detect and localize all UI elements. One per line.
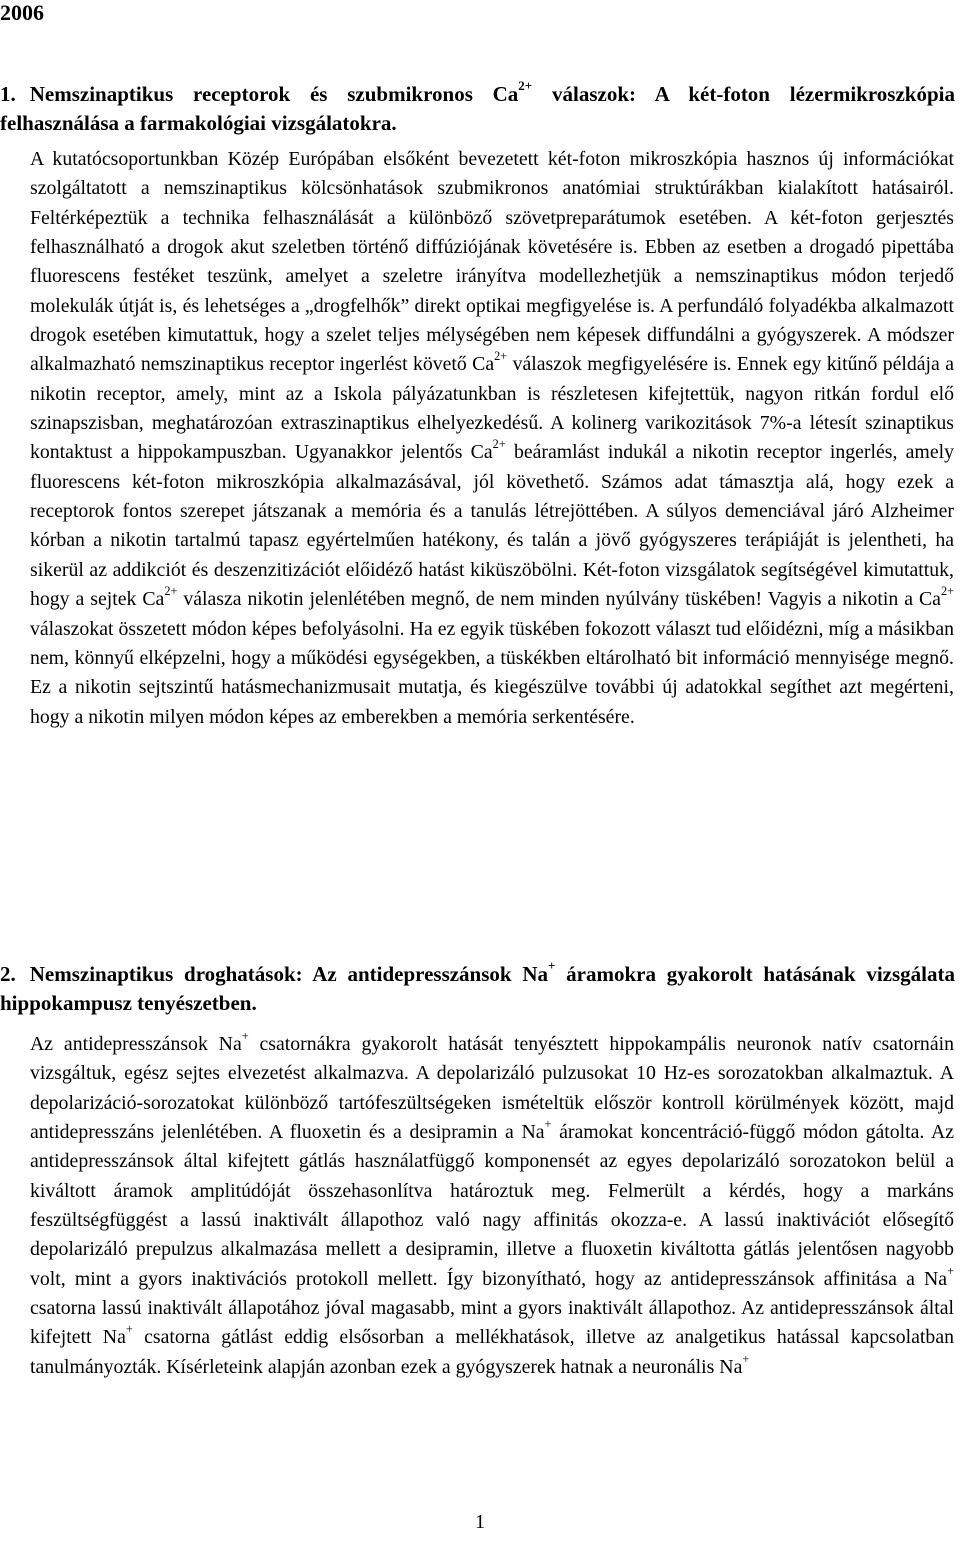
section-2-paragraph [30, 1030, 954, 1382]
section-2-heading [0, 960, 955, 1018]
section-1-title-part-b: válaszok: A két-foton lézermikroszkópia felhasználása a farmakológiai vizsgálatokra. [0, 82, 955, 135]
page-number: 1 [475, 1511, 485, 1533]
section-2-title-part-b: áramokra gyakorolt hatásának vizsgálata hippokampusz tenyészetben. [0, 962, 955, 1015]
section-1-title-superscript: 2+ [518, 78, 533, 94]
superscript: + [125, 1322, 133, 1337]
superscript: + [742, 1351, 750, 1366]
superscript: 2+ [164, 584, 178, 599]
section-1-paragraph [30, 145, 954, 732]
section-2-number: 2. [0, 962, 16, 986]
text-run: válasza nikotin jelenlétében megnő, de nem minden nyúlvány tüskében! Vagyis a nikotin a Ca [177, 588, 941, 611]
text-run: Az antidepresszánsok Na [30, 1033, 242, 1055]
superscript: + [947, 1263, 954, 1278]
section-1-number: 1. [0, 82, 16, 106]
superscript: + [241, 1028, 249, 1043]
superscript: 2+ [492, 437, 506, 452]
section-2-title-part-a: Nemszinaptikus droghatások: Az antidepresszánsok Na [29, 962, 548, 986]
text-run: válaszokat összetett módon képes befolyásolni. Ha ez egyik tüskében fokozott választ tud előidézni, míg a másikban nem, könnyű elképzelni, hogy a működési egységekben, a tüskékben eltárolható bit információ mennyisége megnő. Ez a nikotin sejtszintű hatásmechanizmusait mutatja, és kiegészülve további új adatokkal segíthet azt megérteni, hogy a nikotin milyen módon képes az emberekben a memória serkentésére. [30, 617, 954, 728]
section-1-heading [0, 80, 955, 138]
text-run: áramokat koncentráció-függő módon gátolta. Az antidepresszánsok által kifejtett gátlás használatfüggő komponensét az egyes depolarizáló sorozatokon belül a kiváltott áramok amplitúdóját összehasonlítva határoztuk meg. Felmerült a kérdés, hogy a markáns feszültségfüggést a lassú inaktivált állapothoz való nagy affinitás okozza-e. A lassú inaktivációt elősegítő depolarizáló prepulzus alkalmazása mellett a desipramin, illetve a fluoxetin kiváltotta gátlás jelentősen nagyobb volt, mint a gyors inaktivációs protokoll mellett. Így bizonyítható, hogy az antidepresszánsok affinitása a Na [30, 1121, 955, 1290]
section-2-title-superscript: + [548, 958, 556, 974]
document-year: 2006 [0, 0, 44, 25]
text-run: csatornákra gyakorolt hatását tenyésztett hippokampális neuronok natív csatornáin vizsgáltuk, egész sejtes elvezetést alkalmazva. A depolarizáló pulzusokat 10 Hz-es sorozatokban alkalmaztuk. A depolarizáció-sorozatokat különböző tartófeszültségeken ismételtük először kontroll körülmények között, majd antidepresszáns jelenlétében. A fluoxetin és a desipramin a Na [30, 1033, 954, 1144]
superscript: + [544, 1116, 552, 1131]
section-1-title-part-a: Nemszinaptikus receptorok és szubmikronos Ca [29, 82, 519, 106]
text-run: A kutatócsoportunkban Közép Európában elsőként bevezetett két-foton mikroszkópia hasznos új információkat szolgáltatott a nemszinaptikus kölcsönhatások szubmikronos anatómiai struktúrákban kialakított hatásairól. Feltérképeztük a technika felhasználását a különböző szövetpreparátumok esetében. A két-foton gerjesztés felhasználható a drogok akut szeletben történő diffúziójának követésére is. Ebben az esetben a drogadó pipettába fluorescens festéket teszünk, amelyet a szeletre irányítva modellezhetjük a nemszinaptikus módon terjedő molekulák útját is, és lehetséges a „drogfelhők” direkt optikai megfigyelése is. A perfundáló folyadékba alkalmazott drogok esetében kimutattuk, hogy a szelet teljes mélységében nem képesek diffundálni a gyógyszerek. A módszer alkalmazható nemszinaptikus receptor ingerlést követő Ca [30, 148, 954, 376]
superscript: 2+ [940, 584, 954, 599]
text-run: csatorna lassú inaktivált állapotához jóval magasabb, mint a gyors inaktivált állapothoz. Az antidepresszánsok által kifejtett Na [30, 1297, 954, 1349]
text-run: csatorna gátlást eddig elsősorban a mellékhatások, illetve az analgetikus hatással kapcsolatban tanulmányozták. Kísérleteink alapján azonban ezek a gyógyszerek hatnak a neuronális Na [30, 1326, 954, 1378]
superscript: 2+ [494, 349, 508, 364]
text-run: válaszok megfigyelésére is. Ennek egy kitűnő példája a nikotin receptor, amely, mint az a Iskola pályázatunkban is részletesen kifejtettük, nagyon ritkán fordul elő szinapszisban, meghatározóan extraszinaptikus elhelyezkedésű. A kolinerg varikozitások 7%-a létesít szinaptikus kontaktust a hippokampuszban. Ugyanakkor jelentős Ca [30, 353, 955, 464]
text-run: beáramlást indukál a nikotin receptor ingerlés, amely fluorescens két-foton mikroszkópia alkalmazásával, jól követhető. Számos adat támasztja alá, hogy ezek a receptorok fontos szerepet játszanak a memória és a tanulás létrejöttében. A súlyos demenciával járó Alzheimer kórban a nikotin tartalmú tapasz egyértelműen hatékony, és talán a jövő gyógyszeres terápiáját is jelentheti, ha sikerül az addikciót és deszenzitizációt előidéző hatást kiküszöbölni. Két-foton vizsgálatok segítségével kimutattuk, hogy a sejtek Ca [30, 441, 954, 611]
